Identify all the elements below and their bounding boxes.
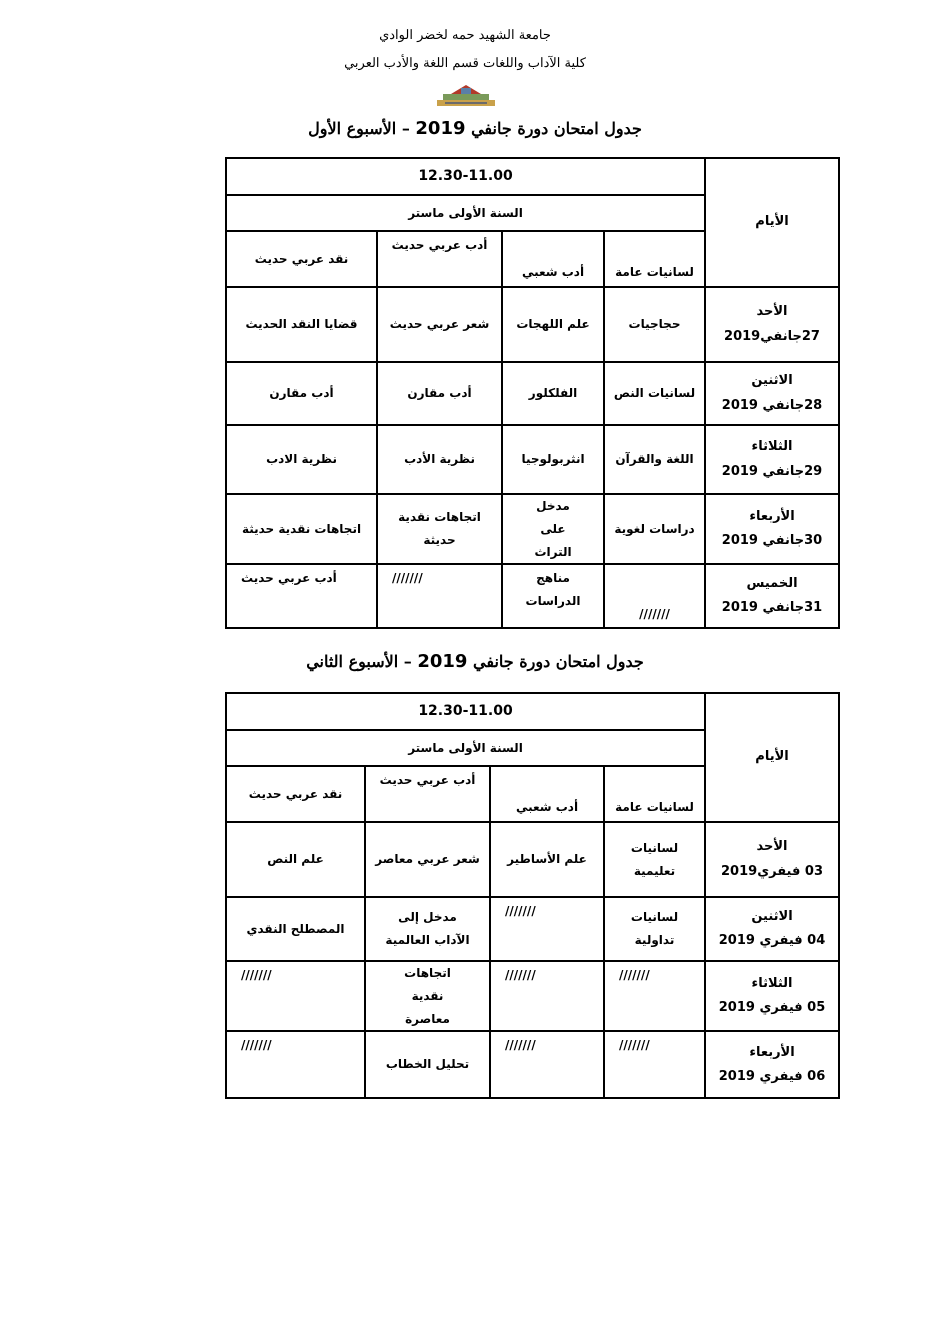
specialty-header: لسانيات عامة [604,766,705,822]
exam-cell: لسانيات تعليمية [604,822,705,897]
day-cell: الأربعاء 30جانفي 2019 [705,494,839,564]
exam-cell-empty: /////// [490,961,604,1031]
specialty-header: نقد عربي حديث [226,766,365,822]
day-cell: الأربعاء 06 فيفري 2019 [705,1031,839,1098]
university-name: جامعة الشهيد حمه لخضر الوادي [379,28,551,43]
exam-cell: لسانيات تداولية [604,897,705,961]
exam-cell: حجاجيات [604,287,705,362]
exam-cell: أدب مقارن [226,362,377,425]
exam-cell: تحليل الخطاب [365,1031,490,1098]
day-cell: الخميس 31جانفي 2019 [705,564,839,628]
exam-cell: نظرية الادب [226,425,377,494]
exam-cell: مدخل على التراث [502,494,604,564]
days-header: الأيام [705,158,839,287]
exam-cell: قضايا النقد الحديث [226,287,377,362]
exam-cell-empty: /////// [226,1031,365,1098]
exam-cell: اتجاهات نقدية معاصرة [365,961,490,1031]
exam-cell: مدخل إلى الآداب العالمية [365,897,490,961]
exam-time: 12.30-11.00 [226,693,705,730]
level-label: السنة الأولى ماستر [226,195,705,231]
specialty-header: نقد عربي حديث [226,231,377,287]
days-header: الأيام [705,693,839,822]
table-row [226,564,839,628]
table-row [226,425,839,494]
exam-cell: مناهج الدراسات [502,564,604,628]
exam-cell: انثربولوجيا [502,425,604,494]
table-row [226,822,839,897]
exam-cell: اتجاهات نقدية حديثة [377,494,502,564]
specialty-header: أدب شعبي [502,231,604,287]
exam-cell: علم اللهجات [502,287,604,362]
table-row [226,1031,839,1098]
exam-cell: علم الأساطير [490,822,604,897]
exam-cell: دراسات لغوية [604,494,705,564]
table-row [226,494,839,564]
specialty-header: أدب شعبي [490,766,604,822]
day-cell: الأحد 03 فيفري2019 [705,822,839,897]
day-cell: الاثنين 28جانفي 2019 [705,362,839,425]
exam-cell: اتجاهات نقدية حديثة [226,494,377,564]
exam-cell-empty: /////// [377,564,502,628]
day-cell: الثلاثاء 05 فيفري 2019 [705,961,839,1031]
exam-time: 12.30-11.00 [226,158,705,195]
week1-title: جدول امتحان دورة جانفي 2019 – الأسبوع الأول [308,118,642,139]
specialty-header: أدب عربي حديث [365,766,490,822]
exam-cell: أدب مقارن [377,362,502,425]
exam-cell-empty: /////// [604,564,705,628]
level-label: السنة الأولى ماستر [226,730,705,766]
exam-cell-empty: /////// [604,1031,705,1098]
week1-schedule-table [225,157,840,629]
exam-cell: شعر عربي معاصر [365,822,490,897]
exam-cell: نظرية الأدب [377,425,502,494]
week2-schedule-table [225,692,840,1099]
exam-cell: أدب عربي حديث [226,564,377,628]
exam-cell: شعر عربي حديث [377,287,502,362]
week2-title: جدول امتحان دورة جانفي 2019 – الأسبوع الثاني [306,651,644,672]
exam-cell: اللغة والقرآن [604,425,705,494]
exam-cell: علم النص [226,822,365,897]
exam-cell: الفلكلور [502,362,604,425]
university-logo-icon [431,82,501,108]
table-row [226,287,839,362]
table-row [226,961,839,1031]
day-cell: الثلاثاء 29جانفي 2019 [705,425,839,494]
exam-cell: المصطلح النقدي [226,897,365,961]
table-row [226,362,839,425]
table-row [226,897,839,961]
specialty-header: لسانيات عامة [604,231,705,287]
day-cell: الأحد 27جانفي2019 [705,287,839,362]
exam-cell-empty: /////// [604,961,705,1031]
exam-cell-empty: /////// [490,897,604,961]
exam-cell-empty: /////// [490,1031,604,1098]
specialty-header: أدب عربي حديث [377,231,502,287]
faculty-department: كلية الآداب واللغات قسم اللغة والأدب العربي [344,56,586,71]
exam-cell-empty: /////// [226,961,365,1031]
exam-cell: لسانيات النص [604,362,705,425]
day-cell: الاثنين 04 فيفري 2019 [705,897,839,961]
